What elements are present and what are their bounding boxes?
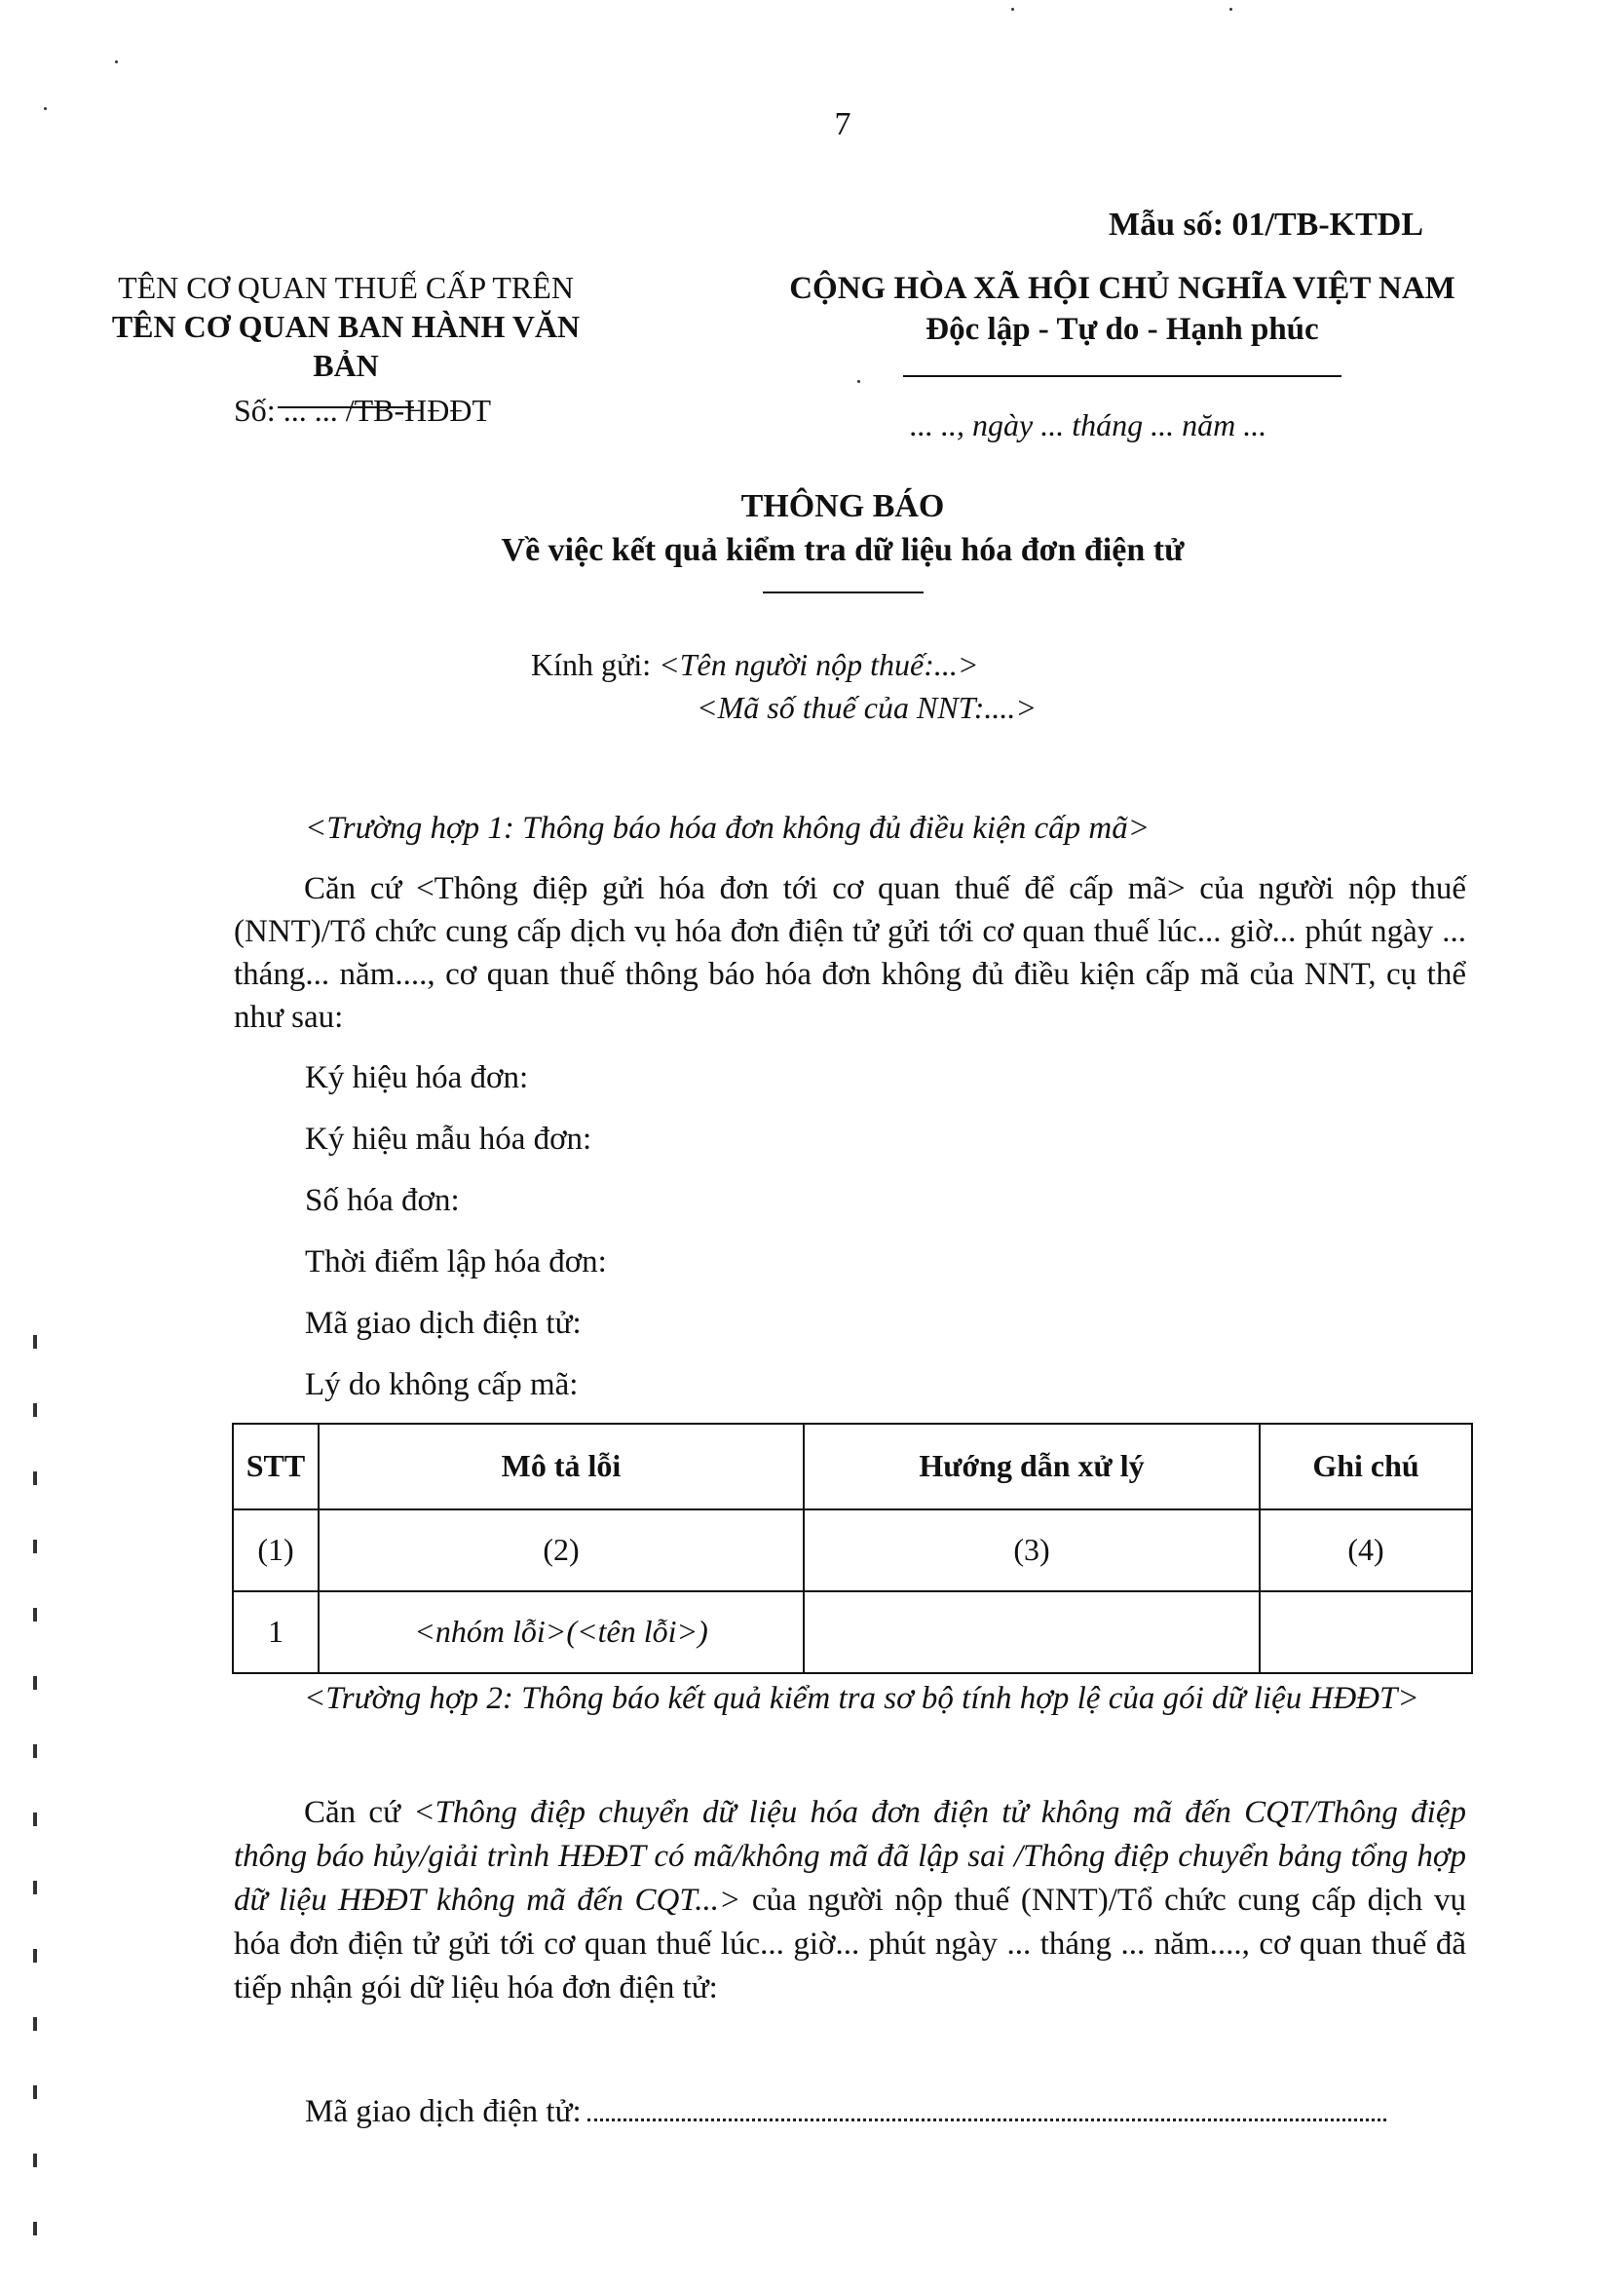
table-cell (1260, 1591, 1472, 1673)
case2-prefix: Căn cứ (304, 1795, 414, 1830)
table-cell (319, 1591, 804, 1673)
taxpayer-name-placeholder: <Tên người nộp thuế:...> (659, 647, 979, 682)
agency-header (97, 268, 594, 408)
scan-margin-marks (33, 1335, 37, 2290)
recipient-label: Kính gửi: (531, 647, 652, 682)
header-error-description: Mô tả lỗi (319, 1424, 804, 1509)
field-invoice-symbol: Ký hiệu hóa đơn: (305, 1060, 529, 1095)
case2-suffix: của người nộp thuế (NNT)/Tổ chức cung cấp dịch vụ hóa đơn điện tử gửi tới cơ quan thuế lúc... giờ... phút ngày ... tháng ... năm...., cơ quan thuế đã tiếp nhận gói dữ liệu hóa đơn điện tử: (234, 1883, 1466, 2005)
dotted-fill-line (587, 2118, 1386, 2121)
notice-subject: Về việc kết quả kiểm tra dữ liệu hóa đơn điện tử (501, 532, 1185, 568)
upper-agency-name: TÊN CƠ QUAN THUẾ CẤP TRÊN (118, 270, 574, 305)
recipient-line-1 (531, 643, 1037, 686)
notice-heading: THÔNG BÁO (740, 488, 945, 524)
table-cell: 1 (233, 1591, 319, 1673)
motto-divider (903, 375, 1341, 377)
field-transaction-code: Mã giao dịch điện tử: (305, 1306, 582, 1341)
tax-code-placeholder: <Mã số thuế của NNT:....> (697, 690, 1037, 725)
field-invoice-time: Thời điểm lập hóa đơn: (305, 1244, 607, 1279)
recipient-block (531, 643, 1037, 729)
table-cell: (3) (804, 1509, 1260, 1591)
field-invoice-template-symbol: Ký hiệu mẫu hóa đơn: (305, 1122, 592, 1157)
table-cell: (2) (319, 1509, 804, 1591)
scan-speck (1011, 8, 1014, 11)
scan-speck (1229, 8, 1232, 11)
error-group-placeholder: <nhóm lỗi>(<tên lỗi>) (414, 1614, 708, 1650)
page-number: 7 (834, 106, 851, 142)
scan-speck (44, 107, 47, 110)
case2-message-placeholder: <Thông điệp chuyển dữ liệu hóa đơn điện tử không mã đến CQT/Thông điệp thông báo hủy/giải trình HĐĐT có mã/không mã đã lập sai /Thông điệp chuyển bảng tổng hợp dữ liệu HĐĐT không mã đến CQT...> (234, 1795, 1466, 1918)
national-header (742, 268, 1502, 377)
transaction-code-line (305, 2090, 1386, 2134)
national-motto: Độc lập - Tự do - Hạnh phúc (925, 312, 1319, 347)
header-stt: STT (233, 1424, 319, 1509)
table-index-row (233, 1509, 1472, 1591)
case1-paragraph: Căn cứ <Thông điệp gửi hóa đơn tới cơ quan thuế để cấp mã> của người nộp thuế (NNT)/Tổ chức cung cấp dịch vụ hóa đơn điện tử gửi tới cơ quan thuế lúc... giờ... phút ngày ... tháng... năm...., cơ quan thuế thông báo hóa đơn không đủ điều kiện cấp mã của NNT, cụ thể như sau: (234, 871, 1466, 1035)
table-cell: (4) (1260, 1509, 1472, 1591)
header-note: Ghi chú (1260, 1424, 1472, 1509)
case2-heading: <Trường hợp 2: Thông báo kết quả kiểm tra sơ bộ tính hợp lệ của gói dữ liệu HĐĐT> (304, 1681, 1419, 1716)
recipient-line-2 (531, 686, 1037, 729)
place-date: ... .., ngày ... tháng ... năm ... (910, 407, 1267, 442)
scan-speck (857, 380, 860, 383)
table-row (233, 1591, 1472, 1673)
table-cell (804, 1591, 1260, 1673)
case2-paragraph (234, 1791, 1466, 2010)
error-table (232, 1423, 1473, 1674)
case1-heading: <Trường hợp 1: Thông báo hóa đơn không đủ điều kiện cấp mã> (305, 811, 1150, 846)
field-rejection-reason: Lý do không cấp mã: (305, 1367, 579, 1402)
invoice-field-list (305, 1057, 607, 1426)
country-name: CỘNG HÒA XÃ HỘI CHỦ NGHĨA VIỆT NAM (789, 271, 1455, 306)
transaction-code-label: Mã giao dịch điện tử: (305, 2094, 582, 2129)
form-code: Mẫu số: 01/TB-KTDL (1109, 207, 1424, 243)
scan-speck (115, 60, 118, 63)
header-handling-guide: Hướng dẫn xử lý (804, 1424, 1260, 1509)
title-divider (763, 592, 924, 593)
document-number: Số: ... ... /TB-HĐĐT (234, 393, 491, 428)
notice-title-block (0, 484, 1624, 593)
table-cell: (1) (233, 1509, 319, 1591)
table-header-row (233, 1424, 1472, 1509)
issuing-agency-name: TÊN CƠ QUAN BAN HÀNH VĂN BẢN (111, 309, 581, 383)
field-invoice-number: Số hóa đơn: (305, 1183, 460, 1218)
